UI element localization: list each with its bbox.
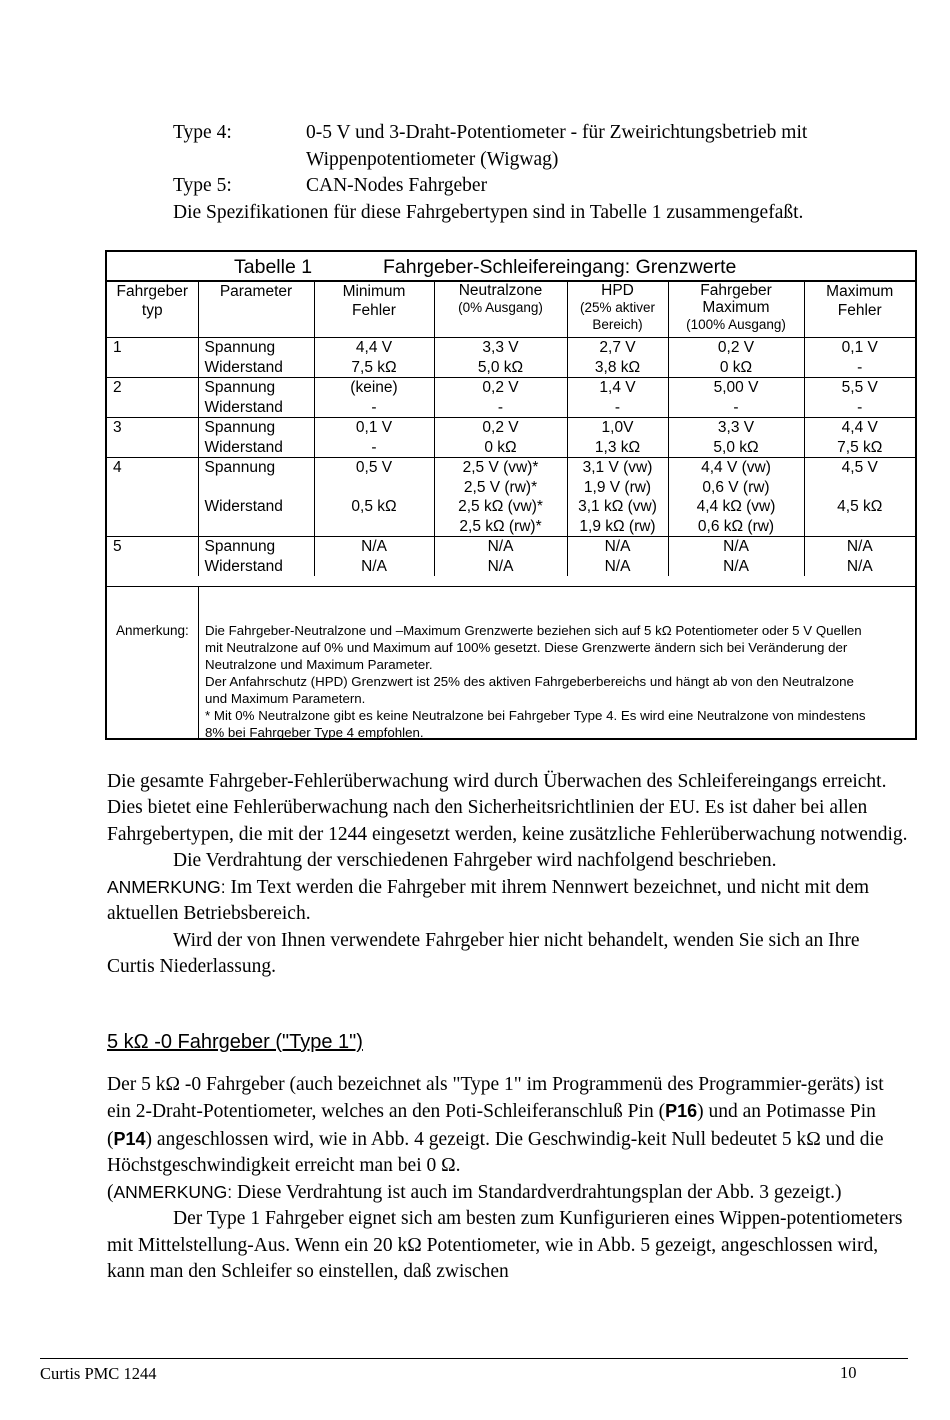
maxfehler-cell: 4,5 V 4,5 kΩ bbox=[804, 458, 915, 537]
neutral-cell: 2,5 V (vw)* 2,5 V (rw)* 2,5 kΩ (vw)* 2,5 kΩ (rw)* bbox=[434, 458, 567, 537]
type5-label: Type 5: bbox=[173, 175, 232, 196]
body-section-2 bbox=[107, 1072, 912, 1285]
fmax-cell: 0,2 V 0 kΩ bbox=[668, 338, 804, 378]
type5-text: CAN-Nodes Fahrgeber bbox=[306, 175, 488, 196]
section-heading: 5 kΩ -0 Fahrgeber ("Type 1") bbox=[107, 1031, 363, 1053]
note-keyword: ANMERKUNG: bbox=[107, 877, 226, 898]
note-line: Der Anfahrschutz (HPD) Grenzwert ist 25% des aktiven Fahrgeberbereichs und hängt ab von den Neutralzone bbox=[205, 674, 854, 689]
paragraph-contact: Wird der von Ihnen verwendete Fahrgeber hier nicht behandelt, wenden Sie sich an Ihre Curtis Niederlassung. bbox=[107, 929, 860, 978]
hpd-cell: N/A N/A bbox=[567, 537, 668, 577]
hpd-cell: 3,1 V (vw) 1,9 V (rw) 3,1 kΩ (vw) 1,9 kΩ (rw) bbox=[567, 458, 668, 537]
paragraph-type1: Der 5 kΩ -0 Fahrgeber (auch bezeichnet als "Type 1" im Programmenü des Programmier-geräts) ist ein 2-Draht-Potentiometer, welches an den Poti-Schleiferanschluß Pin (P16) und an Potimasse Pin (P14) angeschlossen wird, wie in Abb. 4 gezeigt. Die Geschwindig-keit Null bedeutet 5 kΩ und die Höchstgeschwindigkeit erreicht man bei 0 Ω. bbox=[107, 1074, 884, 1176]
table-title: Fahrgeber-Schleifereingang: Grenzwerte bbox=[383, 256, 737, 278]
pin-p16: P16 bbox=[665, 1101, 698, 1122]
table-row bbox=[107, 458, 915, 537]
neutral-cell: 0,2 V - bbox=[434, 378, 567, 418]
hpd-cell: 2,7 V 3,8 kΩ bbox=[567, 338, 668, 378]
intro-summary: Die Spezifikationen für diese Fahrgebertypen sind in Tabelle 1 zusammengefaßt. bbox=[173, 201, 804, 223]
neutral-cell: 0,2 V 0 kΩ bbox=[434, 418, 567, 458]
header-hpd: HPD (25% aktiver Bereich) bbox=[567, 282, 668, 338]
typ-cell: 2 bbox=[107, 378, 198, 418]
table-note bbox=[107, 586, 915, 739]
paragraph-type1-note: (ANMERKUNG: Diese Verdrahtung ist auch im Standardverdrahtungsplan der Abb. 3 gezeigt.) bbox=[107, 1182, 842, 1204]
maxfehler-cell: 0,1 V - bbox=[804, 338, 915, 378]
note-line: Die Fahrgeber-Neutralzone und –Maximum Grenzwerte beziehen sich auf 5 kΩ Potentiometer oder 5 V Quellen bbox=[205, 623, 862, 638]
note-label: Anmerkung: bbox=[116, 623, 189, 638]
note-line: Neutralzone und Maximum Parameter. bbox=[205, 657, 433, 672]
paragraph-note: ANMERKUNG: Im Text werden die Fahrgeber mit ihrem Nennwert bezeichnet, und nicht mit dem aktuellen Betriebsbereich. bbox=[107, 877, 870, 925]
min-cell: 0,5 V 0,5 kΩ bbox=[314, 458, 434, 537]
note-line: * Mit 0% Neutralzone gibt es keine Neutralzone bei Fahrgeber Type 4. Es wird eine Neutralzone von mindestens bbox=[205, 708, 866, 723]
header-maxfehler: Maximum Fehler bbox=[804, 282, 915, 338]
table-caption bbox=[107, 255, 915, 281]
neutral-cell: 3,3 V 5,0 kΩ bbox=[434, 338, 567, 378]
fmax-cell: 4,4 V (vw) 0,6 V (rw) 4,4 kΩ (vw) 0,6 kΩ (rw) bbox=[668, 458, 804, 537]
min-cell: 4,4 V 7,5 kΩ bbox=[314, 338, 434, 378]
typ-cell: 5 bbox=[107, 537, 198, 577]
table-row bbox=[107, 378, 915, 418]
header-fmax: Fahrgeber Maximum (100% Ausgang) bbox=[668, 282, 804, 338]
intro-block bbox=[173, 120, 893, 226]
body-section-1 bbox=[107, 769, 912, 980]
header-parameter: Parameter bbox=[198, 282, 314, 338]
hpd-cell: 1,0V 1,3 kΩ bbox=[567, 418, 668, 458]
table-row bbox=[107, 537, 915, 577]
fmax-cell: N/A N/A bbox=[668, 537, 804, 577]
note-label-cell bbox=[107, 587, 199, 739]
maxfehler-cell: 5,5 V - bbox=[804, 378, 915, 418]
paragraph-wigwag: Der Type 1 Fahrgeber eignet sich am besten zum Kunfigurieren eines Wippen-potentiometers mit Mittelstellung-Aus. Wenn ein 20 kΩ Potentiometer, wie in Abb. 5 gezeigt, angeschlossen wird, kann man den Schleifer so einstellen, daß zwischen bbox=[107, 1208, 903, 1283]
footer-title: Curtis PMC 1244 bbox=[40, 1364, 157, 1383]
param-cell: Spannung Widerstand bbox=[198, 378, 314, 418]
header-typ: Fahrgeber typ bbox=[107, 282, 198, 338]
min-cell: N/A N/A bbox=[314, 537, 434, 577]
maxfehler-cell: N/A N/A bbox=[804, 537, 915, 577]
note-line: und Maximum Parametern. bbox=[205, 691, 366, 706]
pin-p14: P14 bbox=[113, 1128, 146, 1149]
table-number: Tabelle 1 bbox=[234, 256, 313, 278]
param-cell: Spannung Widerstand bbox=[198, 338, 314, 378]
fmax-cell: 3,3 V 5,0 kΩ bbox=[668, 418, 804, 458]
table-header-row bbox=[107, 282, 915, 338]
type4-label: Type 4: bbox=[173, 122, 232, 143]
table-row bbox=[107, 338, 915, 378]
header-minimum: Minimum Fehler bbox=[314, 282, 434, 338]
type4-text: 0-5 V und 3-Draht-Potentiometer - für Zweirichtungsbetrieb mit bbox=[306, 122, 808, 143]
min-cell: 0,1 V - bbox=[314, 418, 434, 458]
hpd-cell: 1,4 V - bbox=[567, 378, 668, 418]
page-number: 10 bbox=[840, 1363, 857, 1382]
param-cell: Spannung Widerstand bbox=[198, 537, 314, 577]
note-line: 8% bei Fahrgeber Type 4 empfohlen. bbox=[205, 725, 424, 740]
min-cell: (keine) - bbox=[314, 378, 434, 418]
param-cell: Spannung Widerstand bbox=[198, 458, 314, 537]
paragraph-monitoring: Die gesamte Fahrgeber-Fehlerüberwachung wird durch Überwachen des Schleifereingangs erreicht. Dies bietet eine Fehlerüberwachung nach den Sicherheitsrichtlinien der EU. Es ist daher bei allen Fahrgebertypen, die mit der 1244 eingesetzt werden, keine zusätzliche Fehlerüberwachung notwendig. bbox=[107, 771, 908, 845]
limits-grid bbox=[107, 282, 915, 576]
type4-text-cont: Wippenpotentiometer (Wigwag) bbox=[306, 148, 559, 170]
note-keyword: ANMERKUNG: bbox=[113, 1182, 233, 1203]
note-line: mit Neutralzone auf 0% und Maximum auf 100% gesetzt. Diese Grenzwerte ändern sich bei Veränderung der bbox=[205, 640, 848, 655]
footer-divider bbox=[40, 1358, 908, 1359]
spec-table bbox=[105, 250, 917, 740]
note-text bbox=[205, 622, 911, 741]
maxfehler-cell: 4,4 V 7,5 kΩ bbox=[804, 418, 915, 458]
paragraph-wiring: Die Verdrahtung der verschiedenen Fahrgeber wird nachfolgend beschrieben. bbox=[173, 849, 777, 871]
typ-cell: 1 bbox=[107, 338, 198, 378]
typ-cell: 4 bbox=[107, 458, 198, 537]
table-row bbox=[107, 418, 915, 458]
typ-cell: 3 bbox=[107, 418, 198, 458]
fmax-cell: 5,00 V - bbox=[668, 378, 804, 418]
neutral-cell: N/A N/A bbox=[434, 537, 567, 577]
param-cell: Spannung Widerstand bbox=[198, 418, 314, 458]
header-neutral: Neutralzone (0% Ausgang) bbox=[434, 282, 567, 338]
